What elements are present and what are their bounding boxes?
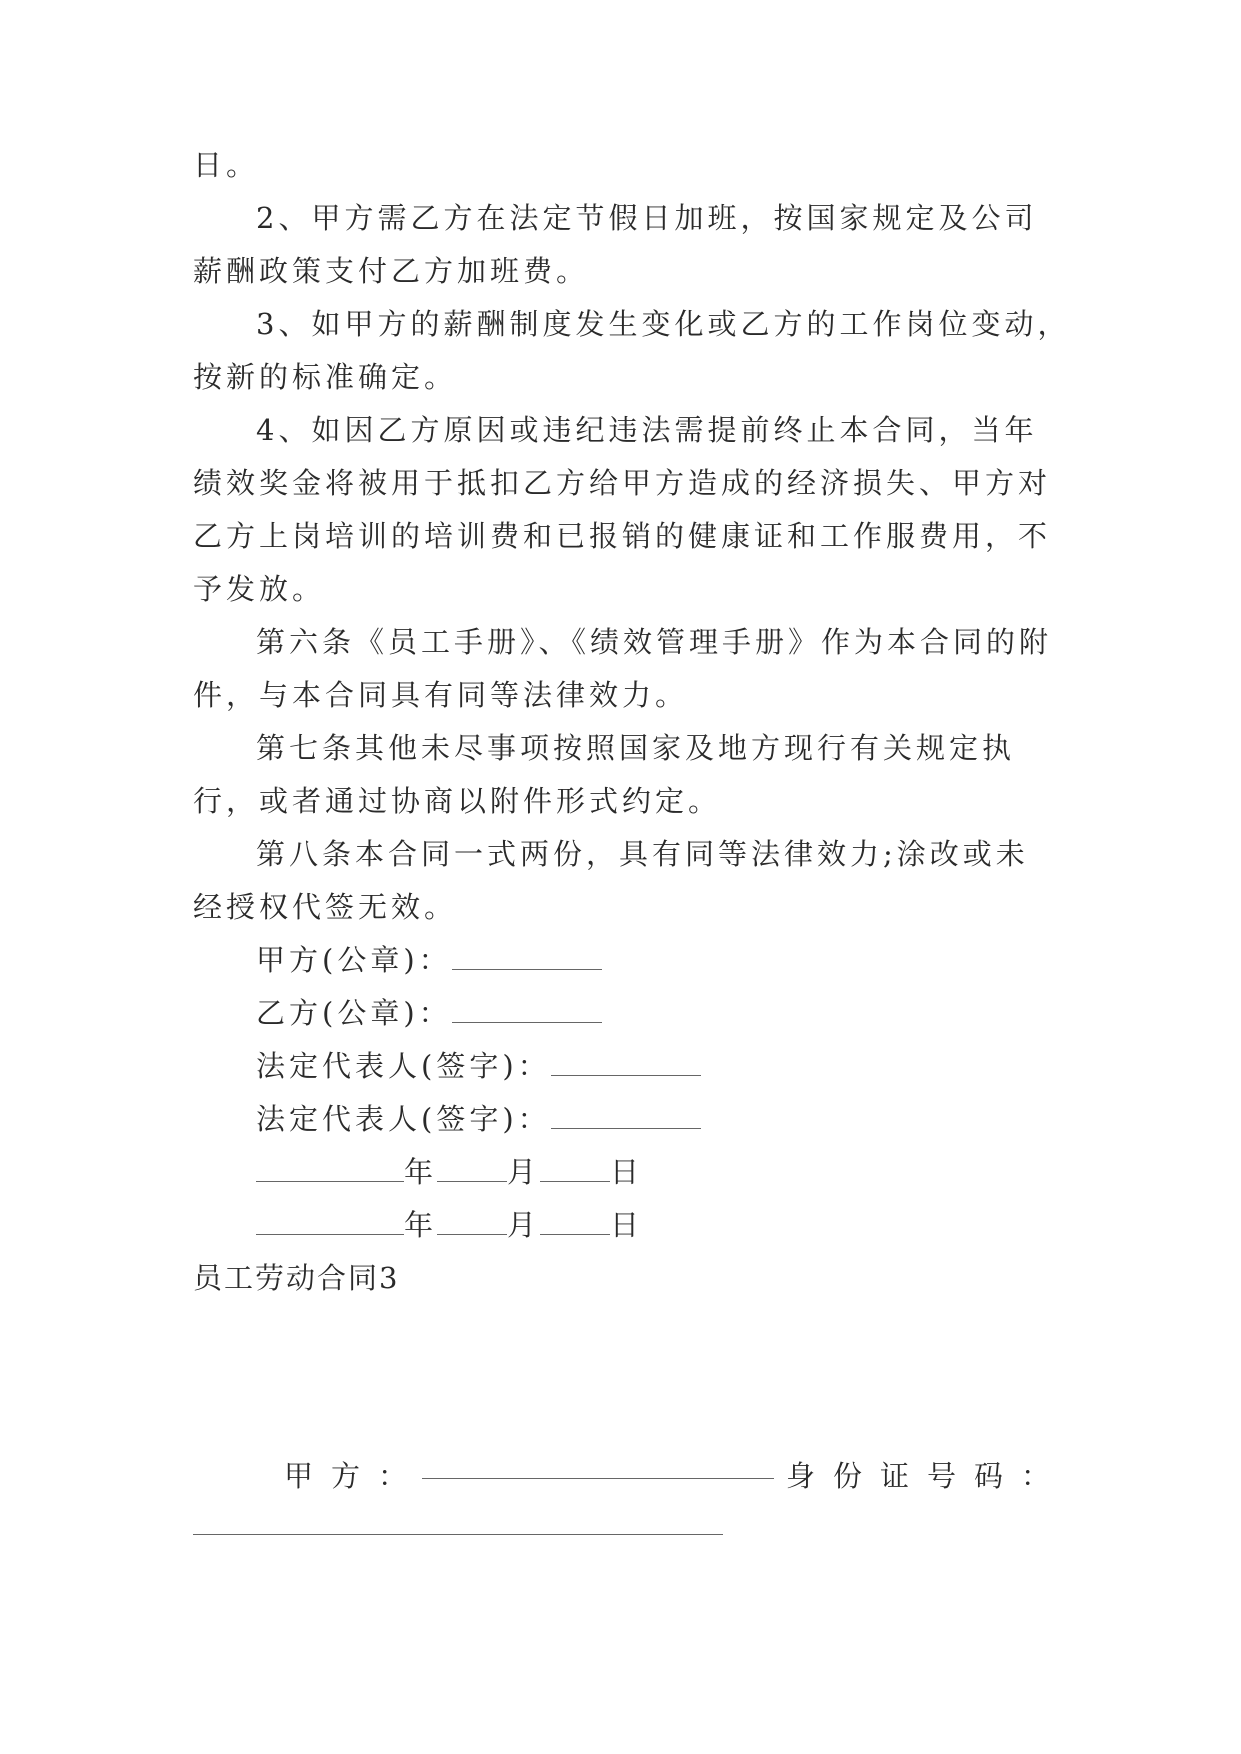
- party-a-seal-row: [256, 940, 602, 980]
- paragraph-line: 按新的标准确定。: [193, 360, 458, 394]
- day-blank[interactable]: [540, 1155, 610, 1182]
- date-row-1: [256, 1152, 643, 1192]
- paragraph-line: 3、如甲方的薪酬制度发生变化或乙方的工作岗位变动，: [256, 307, 1071, 341]
- legal-rep-1-label: 法定代表人(签字)：: [256, 1049, 551, 1083]
- id-number-label: 身份证号码：: [786, 1459, 1069, 1493]
- paragraph-line: 绩效奖金将被用于抵扣乙方给甲方造成的经济损失、甲方对: [193, 466, 1052, 500]
- party-b-seal-blank[interactable]: [452, 996, 602, 1023]
- paragraph-line: 第七条其他未尽事项按照国家及地方现行有关规定执: [256, 731, 1016, 765]
- legal-rep-1-row: [256, 1046, 701, 1086]
- year-label: 年: [404, 1155, 438, 1189]
- paragraph-line: 日。: [193, 148, 260, 182]
- legal-rep-2-label: 法定代表人(签字)：: [256, 1102, 551, 1136]
- party-a-label: 甲方：: [284, 1459, 426, 1493]
- paragraph-line: 经授权代签无效。: [193, 890, 458, 924]
- party-b-seal-row: [256, 993, 602, 1033]
- paragraph-line: 件，与本合同具有同等法律效力。: [193, 678, 689, 712]
- year-blank[interactable]: [256, 1155, 404, 1182]
- party-a-blank[interactable]: [422, 1478, 774, 1479]
- month-blank[interactable]: [437, 1208, 507, 1235]
- legal-rep-2-row: [256, 1099, 701, 1139]
- paragraph-line: 行，或者通过协商以附件形式约定。: [193, 784, 722, 818]
- party-a-seal-label: 甲方(公章)：: [256, 943, 452, 977]
- party-b-seal-label: 乙方(公章)：: [256, 996, 452, 1030]
- legal-rep-1-blank[interactable]: [551, 1049, 701, 1076]
- year-blank[interactable]: [256, 1208, 404, 1235]
- party-a-seal-blank[interactable]: [452, 943, 602, 970]
- paragraph-line: 薪酬政策支付乙方加班费。: [193, 254, 590, 288]
- paragraph-line: 第六条《员工手册》、《绩效管理手册》作为本合同的附: [256, 625, 1053, 659]
- id-number-blank[interactable]: [193, 1534, 723, 1535]
- paragraph-line: 第八条本合同一式两份，具有同等法律效力;涂改或未: [256, 837, 1029, 871]
- paragraph-line: 予发放。: [193, 572, 326, 606]
- paragraph-line: 2、甲方需乙方在法定节假日加班，按国家规定及公司: [256, 201, 1038, 235]
- day-blank[interactable]: [540, 1208, 610, 1235]
- legal-rep-2-blank[interactable]: [551, 1102, 701, 1129]
- month-label: 月: [507, 1208, 541, 1242]
- day-label: 日: [610, 1155, 644, 1189]
- section-title: 员工劳动合同3: [193, 1261, 400, 1295]
- month-label: 月: [507, 1155, 541, 1189]
- month-blank[interactable]: [437, 1155, 507, 1182]
- date-row-2: [256, 1205, 643, 1245]
- day-label: 日: [610, 1208, 644, 1242]
- paragraph-line: 乙方上岗培训的培训费和已报销的健康证和工作服费用，不: [193, 519, 1052, 553]
- year-label: 年: [404, 1208, 438, 1242]
- paragraph-line: 4、如因乙方原因或违纪违法需提前终止本合同，当年: [256, 413, 1038, 447]
